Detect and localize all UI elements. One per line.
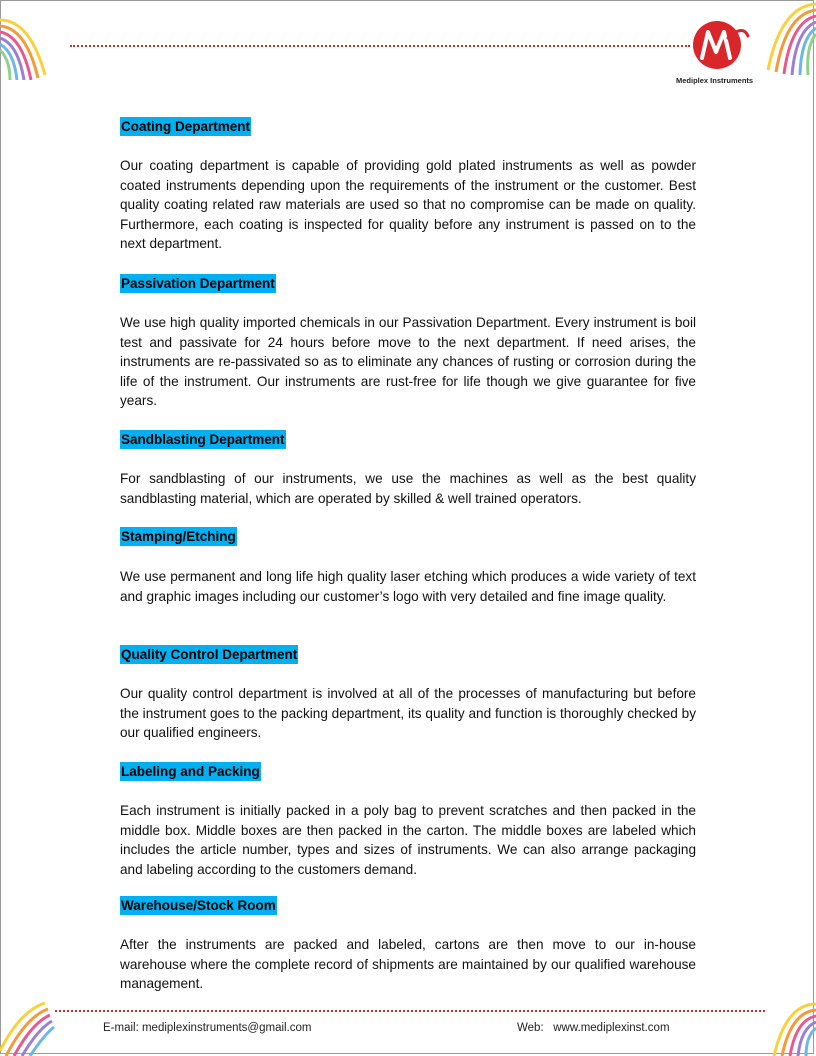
rainbow-swirl-top-left — [0, 0, 80, 80]
body-passivation: We use high quality imported chemicals in our Passivation Department. Every instrument is boil test and passivate for 24 hours before move to the next department. If need arises, the instruments are re-passivated so as to eliminate any chances of rusting or corrosion during the life of the instrument. Our instruments are rust-free for life though we give guarantee for five years. — [120, 315, 696, 409]
header-rule — [70, 45, 690, 47]
heading-passivation: Passivation Department — [121, 276, 275, 291]
heading-stamping-etching: Stamping/Etching — [121, 529, 236, 544]
rainbow-swirl-bottom-left — [0, 1001, 55, 1056]
heading-coating: Coating Department — [121, 119, 251, 134]
rainbow-swirl-bottom-right — [756, 996, 816, 1056]
body-labeling-packing: Each instrument is initially packed in a poly bag to prevent scratches and then packed in the middle box. Middle boxes are then packed in the carton. The middle boxes are labeled which includes the article number, types and sizes of instruments. We can also arrange packaging and labeling according to the customers demand. — [120, 803, 696, 877]
heading-warehouse: Warehouse/Stock Room — [121, 898, 276, 913]
heading-labeling-packing: Labeling and Packing — [121, 764, 260, 779]
footer-website: Web: www.mediplexinst.com — [517, 1022, 670, 1034]
company-name: Mediplex Instruments — [676, 76, 754, 85]
body-sandblasting: For sandblasting of our instruments, we use the machines as well as the best quality sandblasting material, which are operated by skilled & well trained operators. — [120, 471, 696, 506]
body-quality-control: Our quality control department is involved at all of the processes of manufacturing but before the instrument goes to the packing department, its quality and function is thoroughly checked by our qualified engineers. — [120, 686, 696, 741]
body-coating: Our coating department is capable of providing gold plated instruments as well as powder coated instruments depending upon the requirements of the instrument or the customer. Best quality coating related raw materials are used so that no compromise can be made on quality. Furthermore, each coating is inspected for quality before any instrument is passed on to the next department. — [120, 158, 696, 252]
footer-rule — [55, 1010, 765, 1012]
company-logo — [688, 18, 750, 70]
footer-email: E-mail: mediplexinstruments@gmail.com — [103, 1022, 312, 1034]
body-warehouse: After the instruments are packed and labeled, cartons are then move to our in-house warehouse where the complete record of shipments are maintained by our qualified warehouse management. — [120, 937, 696, 992]
heading-quality-control: Quality Control Department — [121, 647, 298, 662]
rainbow-swirl-top-right — [746, 0, 816, 75]
body-stamping-etching: We use permanent and long life high quality laser etching which produces a wide variety of text and graphic images including our customer’s logo with very detailed and fine image quality. — [120, 569, 696, 604]
heading-sandblasting: Sandblasting Department — [121, 432, 285, 447]
